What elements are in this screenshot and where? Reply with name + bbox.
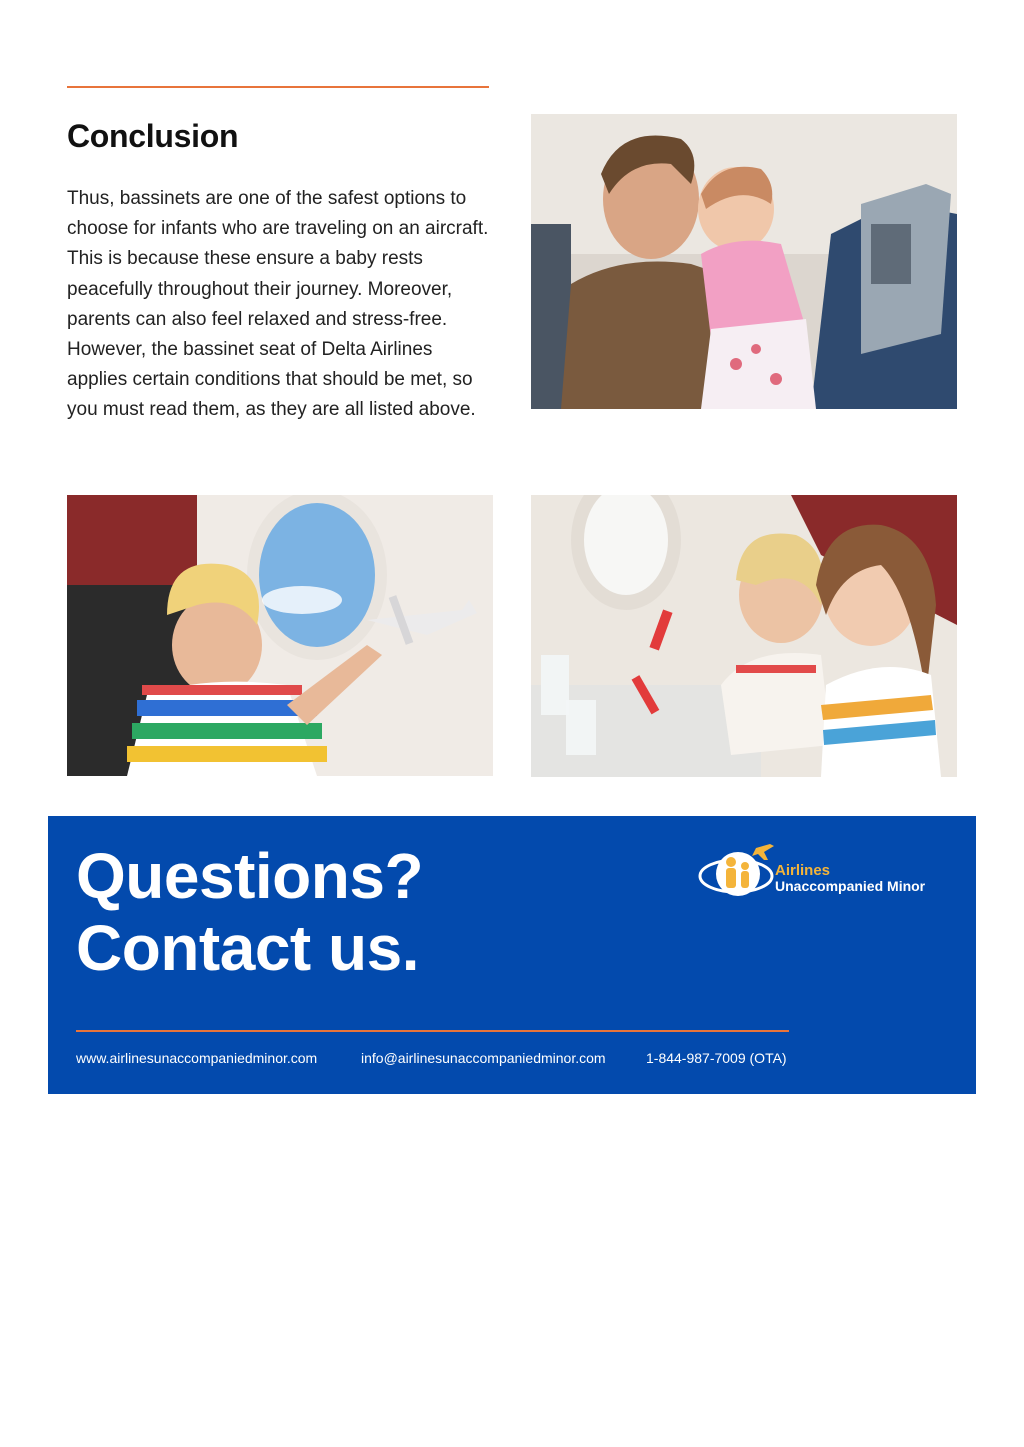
website-link[interactable]: www.airlinesunaccompaniedminor.com: [76, 1050, 318, 1066]
company-logo: [698, 840, 938, 902]
logo-emblem-icon: [698, 840, 778, 902]
conclusion-paragraph: Thus, bassinets are one of the safest options to choose for infants who are traveling on an aircraft. This is because these ensure a baby rests peacefully throughout their journey. Moreover, parents can also feel relaxed and stress-free. However, the bassinet seat of Delta Airlines applies certain conditions that should be met, so you must read them, as they are all listed above.: [67, 188, 489, 421]
conclusion-heading: Conclusion: [67, 118, 239, 154]
logo-text-unaccompanied-minor: Unaccompanied Minor: [775, 878, 926, 894]
photo-boy-toy-plane: [67, 495, 493, 776]
logo-text-airlines: Airlines: [775, 862, 831, 879]
contact-heading-line-1: Questions?: [76, 840, 424, 912]
contact-panel: [48, 816, 976, 1094]
contact-divider: [76, 1030, 789, 1032]
contact-heading: [76, 840, 423, 984]
contact-heading-line-2: Contact us.: [76, 912, 419, 984]
phone-number[interactable]: 1-844-987-7009 (OTA): [646, 1050, 787, 1066]
top-divider: [67, 86, 489, 88]
photo-kids-eating: [531, 495, 957, 777]
photo-father-baby: [531, 114, 957, 409]
email-link[interactable]: info@airlinesunaccompaniedminor.com: [361, 1050, 606, 1066]
